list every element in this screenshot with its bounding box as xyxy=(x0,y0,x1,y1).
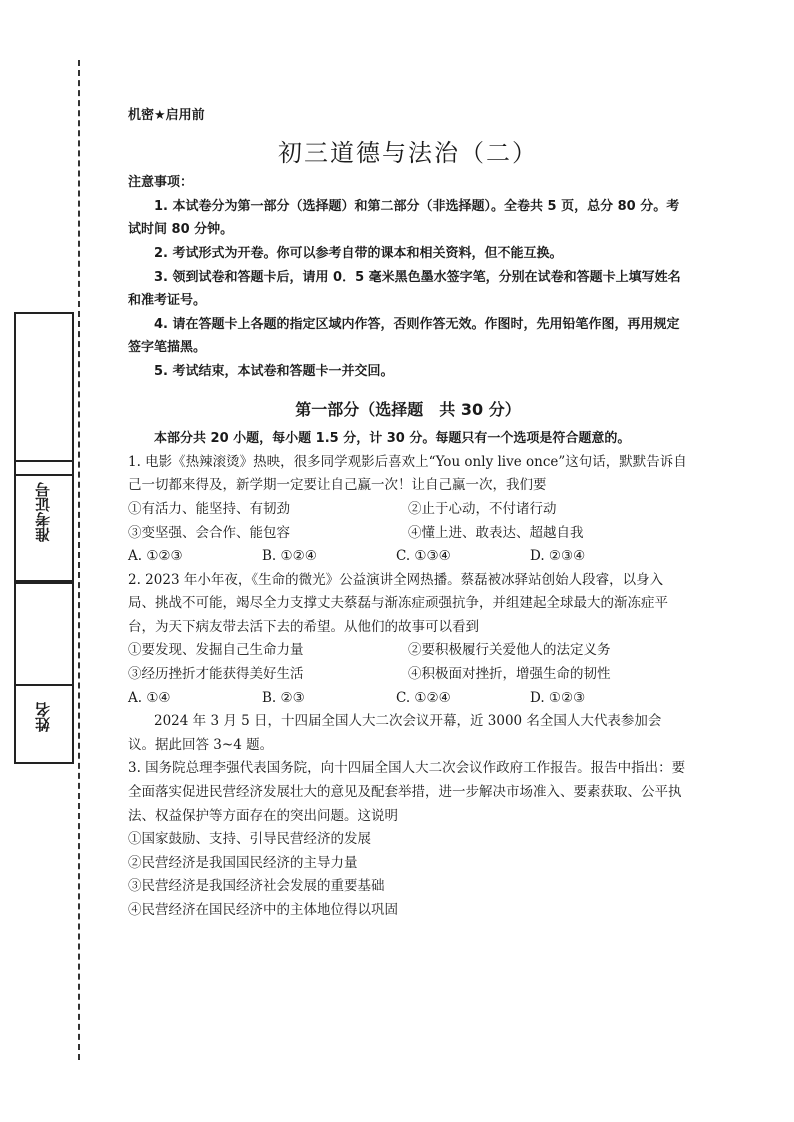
choice-b: B. ②③ xyxy=(262,689,305,706)
notice-item: 3. 领到试卷和答题卡后，请用 0．5 毫米黑色墨水签字笔，分别在试卷和答题卡上填写姓名和准考证号。 xyxy=(128,269,681,309)
exam-content xyxy=(128,104,688,923)
statement-option: ③变坚强、会合作、能包容 xyxy=(128,524,290,541)
side-box-top xyxy=(14,312,74,476)
statement-option: ②民营经济是我国国民经济的主导力量 xyxy=(128,854,358,871)
choice-c: C. ①③④ xyxy=(396,548,451,565)
notice-item: 2. 考试形式为开卷。你可以参考自带的课本和相关资料，但不能互换。 xyxy=(154,245,563,261)
choice-a: A. ①②③ xyxy=(128,548,183,565)
statement-option: ④民营经济在国民经济中的主体地位得以巩固 xyxy=(128,902,398,918)
statement-option: ①要发现、发掘自己生命力量 xyxy=(128,642,304,659)
secret-mark: 机密★启用前 xyxy=(128,108,205,123)
binding-dashed-line xyxy=(78,60,80,1060)
name-box xyxy=(14,684,74,764)
material-text: 2024 年 3 月 5 日，十四届全国人大二次会议开幕，近 3000 名全国人大代表参加会议。据此回答 3~4 题。 xyxy=(128,713,662,753)
notice-section xyxy=(128,171,688,383)
statement-option: ③经历挫折才能获得美好生活 xyxy=(128,666,304,683)
statement-option: ①国家鼓励、支持、引导民营经济的发展 xyxy=(128,831,371,848)
question-stem: 1. 电影《热辣滚烫》热映，很多同学观影后喜欢上“You only live once”这句话，默默告诉自己一切都来得及，新学期一定要让自己赢一次！让自己赢一次，我们要 xyxy=(128,453,687,494)
statement-option: ④懂上进、敢表达、超越自我 xyxy=(408,524,584,541)
choice-c: C. ①②④ xyxy=(396,689,451,706)
choice-b: B. ①②④ xyxy=(262,548,317,565)
statement-option: ①有活力、能坚持、有韧劲 xyxy=(128,500,290,517)
part1-title: 第一部分（选择题 共 30 分） xyxy=(295,399,521,419)
option-row xyxy=(128,663,688,687)
notice-item: 4. 请在答题卡上各题的指定区域内作答，否则作答无效。作图时，先用铅笔作图，再用规定签字笔描黑。 xyxy=(128,316,680,356)
statement-option: ④积极面对挫折，增强生命的韧性 xyxy=(408,666,611,683)
question-stem: 3. 国务院总理李强代表国务院，向十四届全国人大二次会议作政府工作报告。报告中指出：要全面落实促进民营经济发展壮大的意见及配套举措，进一步解决市场准入、要素获取、公平执法、权益保护等方面存在的突出问题。这说明 xyxy=(128,760,686,824)
statement-option: ②止于心动，不付诸行动 xyxy=(408,500,557,517)
option-row xyxy=(128,522,688,546)
question-2 xyxy=(128,569,688,711)
name-label: 姓名 xyxy=(34,702,52,732)
statement-option: ③民营经济是我国经济社会发展的重要基础 xyxy=(128,878,385,895)
question-1 xyxy=(128,451,688,569)
side-box-mid xyxy=(14,580,74,686)
option-row xyxy=(128,498,688,522)
question-stem: 2. 2023 年小年夜，《生命的微光》公益演讲全网热播。蔡磊被冰驿站创始人段睿，以身入局、挑战不可能，竭尽全力支撑丈夫蔡磊与渐冻症顽强抗争，并组建起全球最大的渐冻症平台，为天下病友带去活下去的希望。从他们的故事可以看到 xyxy=(128,571,668,635)
choice-d: D. ②③④ xyxy=(530,548,586,565)
choice-row xyxy=(128,687,688,711)
notice-item: 1. 本试卷分为第一部分（选择题）和第二部分（非选择题）。全卷共 5 页，总分 80 分。考试时间 80 分钟。 xyxy=(128,198,680,238)
choice-d: D. ①②③ xyxy=(530,689,586,706)
exam-title: 初三道德与法治（二） xyxy=(278,138,538,167)
choice-row xyxy=(128,545,688,569)
choice-a: A. ①④ xyxy=(128,689,171,706)
exam-number-box xyxy=(14,460,74,584)
notice-heading: 注意事项： xyxy=(128,175,194,191)
question-3 xyxy=(128,757,688,922)
statement-option: ②要积极履行关爱他人的法定义务 xyxy=(408,642,611,659)
notice-item: 5. 考试结束，本试卷和答题卡一并交回。 xyxy=(154,363,394,379)
option-row xyxy=(128,639,688,663)
part1-intro: 本部分共 20 小题，每小题 1.5 分，计 30 分。每题只有一个选项是符合题意的。 xyxy=(154,431,631,447)
exam-number-label: 准考证号 xyxy=(34,482,52,542)
